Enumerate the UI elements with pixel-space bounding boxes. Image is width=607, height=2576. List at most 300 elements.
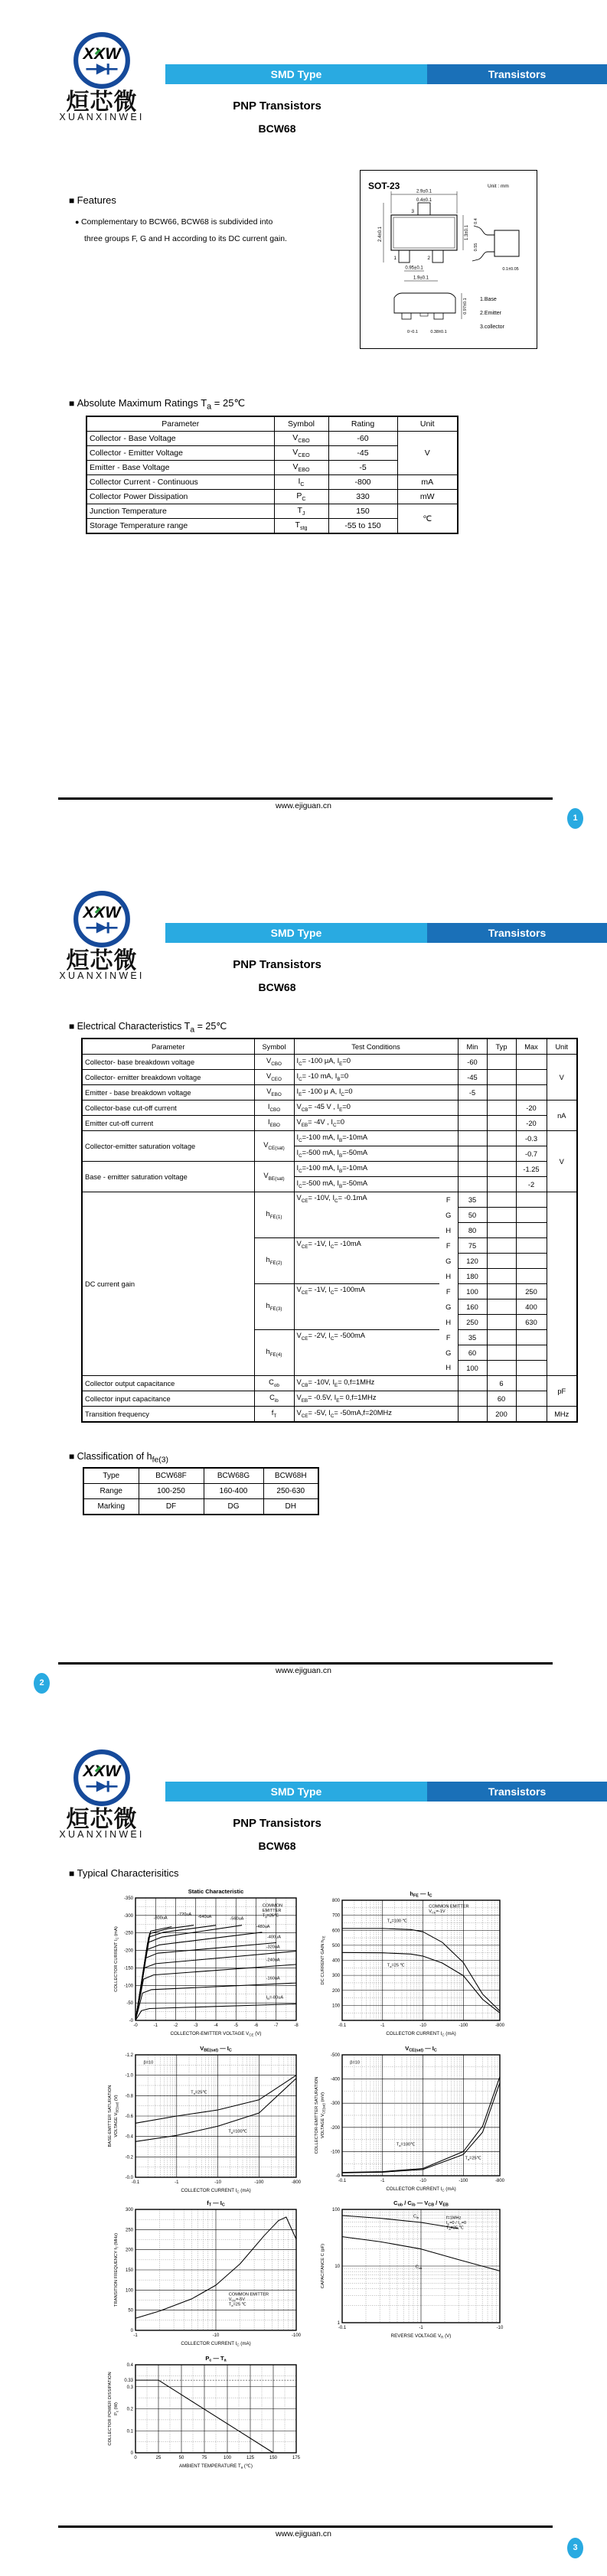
svg-text:VBE(sat) — IC: $V_{BE(sat)}$ — $I_C$ xyxy=(200,2045,232,2053)
table-cell: Collector-base cut-off current xyxy=(82,1101,254,1116)
table-cell: $P_C$ xyxy=(274,490,328,504)
chart-cap-vr xyxy=(312,2197,511,2346)
svg-text:-1: -1 xyxy=(419,2326,423,2330)
table-cell: -2 xyxy=(516,1177,547,1192)
electrical-characteristics-table xyxy=(81,1038,578,1423)
company-name-cn: 烜芯微 xyxy=(66,1807,138,1832)
svg-text:2.4±0.1: 2.4±0.1 xyxy=(378,227,383,242)
svg-text:Ta=25 ℃: $T_a=25$ ℃ xyxy=(445,2225,464,2231)
svg-text:0.2: 0.2 xyxy=(126,2407,133,2412)
svg-text:1.3±0.1: 1.3±0.1 xyxy=(465,225,469,240)
table-cell xyxy=(458,1376,487,1391)
table-cell: 330 xyxy=(328,490,397,504)
svg-text:-400: -400 xyxy=(330,2077,340,2082)
table-cell xyxy=(487,1254,516,1269)
table-cell: $V_{CEO}$ xyxy=(274,446,328,461)
table-cell: 100 xyxy=(458,1284,487,1299)
table-cell: F xyxy=(439,1330,458,1345)
table-cell: $I_C= -10$ mA, $I_B=0$ xyxy=(294,1070,458,1085)
svg-text:β=10: β=10 xyxy=(143,2060,154,2066)
table-cell: -45 xyxy=(458,1070,487,1085)
company-logo-icon xyxy=(72,889,132,949)
footer-url: www.ejiguan.cn xyxy=(276,1666,331,1675)
svg-text:0.4±0.1: 0.4±0.1 xyxy=(416,198,432,203)
table-cell: Collector Current - Continuous xyxy=(86,475,274,490)
table-cell: DF xyxy=(139,1499,204,1515)
table-cell xyxy=(458,1146,487,1162)
svg-text:0.97±0.1: 0.97±0.1 xyxy=(463,298,468,315)
table-cell: $V_{CE}= -2V$, $I_C= -500mA$ xyxy=(294,1330,439,1376)
table-cell xyxy=(516,1330,547,1345)
table-cell xyxy=(487,1315,516,1330)
feature-line: three groups F, G and H according to its DC current gain. xyxy=(84,234,287,243)
table-cell: Emitter cut-off current xyxy=(82,1116,254,1131)
table-cell: 250 xyxy=(516,1284,547,1299)
table-cell: 6 xyxy=(487,1376,516,1391)
table-cell: -0.7 xyxy=(516,1146,547,1162)
svg-text:75: 75 xyxy=(201,2456,207,2460)
svg-text:-7: -7 xyxy=(274,2023,279,2028)
package-drawing-sot23 xyxy=(360,170,537,349)
svg-text:Ta=100 ℃: $T_a=100$ ℃ xyxy=(387,1919,407,1924)
table-cell: mW xyxy=(397,490,458,504)
table-cell: $I_C=-100$ mA, $I_B=-10mA$ xyxy=(294,1131,458,1146)
column-header: Parameter xyxy=(82,1039,254,1055)
footer-rule xyxy=(58,2525,553,2528)
svg-text:COMMON EMITTER: COMMON EMITTER xyxy=(429,1904,469,1909)
table-row xyxy=(86,432,458,446)
svg-text:COLLECTOR-EMITTER SATURATION: COLLECTOR-EMITTER SATURATION xyxy=(315,2076,319,2154)
table-cell: G xyxy=(439,1208,458,1223)
table-cell xyxy=(458,1116,487,1131)
table-cell: $V_{EBO}$ xyxy=(254,1085,294,1101)
svg-text:-3: -3 xyxy=(194,2023,198,2028)
svg-text:-250: -250 xyxy=(123,1931,133,1936)
svg-text:2.Emitter: 2.Emitter xyxy=(480,311,502,316)
table-cell xyxy=(516,1208,547,1223)
svg-text:-0.6: -0.6 xyxy=(125,2115,133,2119)
svg-text:1: 1 xyxy=(337,2321,340,2326)
company-name-en: XUANXINWEI xyxy=(59,1829,145,1840)
svg-text:Static Characteristic: Static Characteristic xyxy=(188,1888,244,1895)
svg-text:0.4: 0.4 xyxy=(126,2363,133,2368)
column-header: Unit xyxy=(547,1039,577,1055)
absolute-max-ratings-title: ■ Absolute Maximum Ratings $T_a$ = 25℃ xyxy=(69,397,245,412)
table-cell: $V_{CEO}$ xyxy=(254,1070,294,1085)
table-cell: -20 xyxy=(516,1116,547,1131)
table-cell xyxy=(487,1345,516,1361)
svg-text:3.collector: 3.collector xyxy=(480,324,504,330)
company-name-en: XUANXINWEI xyxy=(59,112,145,122)
header-bar-smd-type: SMD Type xyxy=(165,1782,427,1802)
svg-text:-800uA: -800uA xyxy=(153,1916,168,1921)
footer-url: www.ejiguan.cn xyxy=(276,801,331,810)
svg-text:Ta=100℃: $T_a=100℃$ xyxy=(228,2129,247,2134)
part-number: BCW68 xyxy=(258,981,296,993)
svg-text:VCE=-1V: $V_{CE}=-1V$ xyxy=(429,1909,445,1915)
table-cell: $I_C$ xyxy=(274,475,328,490)
svg-text:-200: -200 xyxy=(123,1948,133,1954)
table-cell: F xyxy=(439,1284,458,1299)
svg-text:150: 150 xyxy=(269,2456,278,2460)
table-cell xyxy=(487,1070,516,1085)
table-cell xyxy=(487,1055,516,1070)
table-cell xyxy=(487,1299,516,1315)
footer-rule xyxy=(58,1662,553,1665)
table-cell: Emitter - Base Voltage xyxy=(86,461,274,475)
table-cell xyxy=(487,1131,516,1146)
table-cell xyxy=(487,1269,516,1284)
svg-text:-10: -10 xyxy=(214,2180,221,2185)
table-cell: $V_{CE}= -5V$, $I_C= -50mA,f=20MHz$ xyxy=(294,1407,458,1423)
table-cell: 80 xyxy=(458,1223,487,1238)
svg-text:XXW: XXW xyxy=(83,902,121,921)
svg-text:XXW: XXW xyxy=(83,1760,121,1780)
svg-text:Ta=25 ℃: $T_a=25$ ℃ xyxy=(387,1963,405,1968)
svg-text:Ta=100℃: $T_a=100℃$ xyxy=(396,2142,416,2147)
table-cell xyxy=(487,1177,516,1192)
svg-text:XXW: XXW xyxy=(83,43,121,63)
svg-text:1.9±0.1: 1.9±0.1 xyxy=(413,276,429,281)
svg-text:200: 200 xyxy=(125,2248,133,2253)
table-cell: 35 xyxy=(458,1330,487,1345)
table-cell xyxy=(458,1391,487,1407)
svg-text:DC CURRENT GAIN hFE: DC CURRENT GAIN $h_{FE}$ xyxy=(321,1935,326,1985)
table-cell: $V_{CE(sat)}$ xyxy=(254,1131,294,1162)
table-cell: $V_{CE}= -1V$, $I_C= -10mA$ xyxy=(294,1238,439,1284)
table-cell: pF xyxy=(547,1376,577,1407)
table-cell: 60 xyxy=(458,1345,487,1361)
table-cell: BCW68H xyxy=(263,1468,318,1484)
svg-text:0.3: 0.3 xyxy=(126,2385,133,2390)
svg-text:-1: -1 xyxy=(133,2333,138,2338)
table-row xyxy=(86,504,458,519)
table-cell: $V_{EB}= -0.5V$, $I_E= 0,f=1MHz$ xyxy=(294,1391,458,1407)
table-cell: $V_{CBO}$ xyxy=(274,432,328,446)
svg-text:-1: -1 xyxy=(380,2023,385,2028)
svg-text:IE=0 / IC=0: $I_E=0 / I_C=0$ xyxy=(445,2220,467,2226)
svg-text:-10: -10 xyxy=(419,2179,426,2183)
svg-text:150: 150 xyxy=(125,2268,133,2273)
table-cell xyxy=(487,1085,516,1101)
svg-text:500: 500 xyxy=(331,1943,340,1948)
table-cell xyxy=(516,1055,547,1070)
page-number-badge: 2 xyxy=(34,1673,50,1694)
table-cell: 160-400 xyxy=(204,1484,263,1499)
table-cell: H xyxy=(439,1223,458,1238)
table-cell: $I_{CBO}$ xyxy=(254,1101,294,1116)
chart-pc-ta xyxy=(105,2353,307,2476)
svg-text:COMMON EMITTER: COMMON EMITTER xyxy=(228,2292,269,2297)
table-cell: -1.25 xyxy=(516,1162,547,1177)
svg-text:Ta=25℃: $T_a=25℃$ xyxy=(465,2156,481,2162)
column-header: Symbol xyxy=(274,416,328,432)
table-cell: Junction Temperature xyxy=(86,504,274,519)
table-cell: BCW68G xyxy=(204,1468,263,1484)
svg-text:25: 25 xyxy=(155,2456,162,2460)
svg-text:AMBIENT TEMPERATURE Ta (℃): AMBIENT TEMPERATURE $T_a$ (℃) xyxy=(179,2464,253,2470)
table-cell: $I_{EBO}$ xyxy=(254,1116,294,1131)
svg-text:-100: -100 xyxy=(330,2150,340,2155)
svg-text:Ta=25 ℃: $T_a=25$ ℃ xyxy=(228,2302,246,2307)
part-number: BCW68 xyxy=(258,1840,296,1852)
table-cell: -60 xyxy=(328,432,397,446)
table-cell: $V_{CE}= -10V$, $I_C= -0.1mA$ xyxy=(294,1192,439,1238)
table-cell: G xyxy=(439,1345,458,1361)
table-cell xyxy=(458,1162,487,1177)
table-cell: -800 xyxy=(328,475,397,490)
svg-text:-1.2: -1.2 xyxy=(125,2053,133,2058)
svg-text:-100: -100 xyxy=(459,2179,468,2183)
svg-text:-100: -100 xyxy=(459,2023,468,2028)
typical-characteristics-title: ■ Typical Characterisitics xyxy=(69,1867,179,1879)
header-row xyxy=(82,1039,577,1055)
svg-text:125: 125 xyxy=(246,2456,255,2460)
table-cell: Transition frequency xyxy=(82,1407,254,1423)
table-cell xyxy=(516,1345,547,1361)
svg-text:-300: -300 xyxy=(123,1913,133,1919)
svg-text:-1.0: -1.0 xyxy=(125,2073,133,2079)
chart-ft-ic xyxy=(105,2197,307,2353)
column-header: Rating xyxy=(328,416,397,432)
svg-text:Cib: $C_{ib}$ xyxy=(413,2214,419,2220)
table-cell: $V_{CE}= -1V$, $I_C= -100mA$ xyxy=(294,1284,439,1330)
svg-text:-640uA: -640uA xyxy=(197,1915,212,1920)
table-row xyxy=(86,475,458,490)
company-name-cn: 烜芯微 xyxy=(66,90,138,115)
absolute-maximum-ratings xyxy=(86,416,459,534)
table-cell xyxy=(516,1085,547,1101)
svg-text:-4: -4 xyxy=(214,2023,218,2028)
page-number-badge: 1 xyxy=(567,808,583,829)
table-cell: $V_{EBO}$ xyxy=(274,461,328,475)
table-row xyxy=(82,1192,577,1208)
absolute-max-ratings-table xyxy=(86,416,459,534)
chart-hfe-ic xyxy=(312,1888,511,2043)
svg-text:2.9±0.1: 2.9±0.1 xyxy=(416,189,432,194)
company-logo-icon xyxy=(72,31,132,90)
table-cell: Collector Power Dissipation xyxy=(86,490,274,504)
table-row xyxy=(82,1070,577,1085)
table-cell: $V_{EB}= -4V$ , $I_C=0$ xyxy=(294,1116,458,1131)
svg-text:0.1: 0.1 xyxy=(126,2429,133,2434)
table-cell: $V_{CB}= -10V$, $I_E= 0,f=1MHz$ xyxy=(294,1376,458,1391)
svg-text:-150: -150 xyxy=(123,1966,133,1971)
table-cell: nA xyxy=(547,1101,577,1131)
table-row xyxy=(82,1085,577,1101)
svg-text:REVERSE VOLTAGE VR (V): REVERSE VOLTAGE $V_R$ (V) xyxy=(390,2333,452,2340)
table-cell: Collector-emitter saturation voltage xyxy=(82,1131,254,1162)
chart-vbesat-ic xyxy=(105,2043,307,2200)
table-cell: Collector output capacitance xyxy=(82,1376,254,1391)
svg-text:-100: -100 xyxy=(254,2180,264,2185)
svg-text:-160uA: -160uA xyxy=(266,1976,280,1981)
table-cell: MHz xyxy=(547,1407,577,1423)
svg-text:-2: -2 xyxy=(173,2023,178,2028)
table-cell xyxy=(516,1269,547,1284)
svg-text:β=10: β=10 xyxy=(350,2060,361,2066)
table-cell xyxy=(487,1361,516,1376)
svg-text:COLLECTOR CURRENT IC (mA): COLLECTOR CURRENT $I_C$ (mA) xyxy=(386,2186,456,2193)
table-cell xyxy=(516,1254,547,1269)
table-cell: G xyxy=(439,1299,458,1315)
svg-text:Ta=25℃: $T_a=25℃$ xyxy=(262,1913,279,1919)
svg-text:700: 700 xyxy=(331,1913,340,1919)
table-cell xyxy=(487,1330,516,1345)
svg-text:IB=-80uA: $I_B=-80uA$ xyxy=(266,1995,284,2001)
svg-text:VCE(sat) — IC: $V_{CE(sat)}$ — $I_C$ xyxy=(405,2045,437,2053)
table-cell: 100 xyxy=(458,1361,487,1376)
table-cell: 250 xyxy=(458,1315,487,1330)
svg-text:Cob: $C_{ob}$ xyxy=(415,2265,423,2271)
table-cell: 150 xyxy=(328,504,397,519)
part-number: BCW68 xyxy=(258,122,296,135)
svg-text:Pc — Ta: $P_c$ — $T_a$ xyxy=(205,2355,227,2363)
table-cell xyxy=(516,1192,547,1208)
svg-text:-0: -0 xyxy=(335,2174,340,2179)
table-cell: F xyxy=(439,1238,458,1254)
svg-text:175: 175 xyxy=(292,2456,301,2460)
company-logo-icon xyxy=(72,1748,132,1808)
svg-text:-1: -1 xyxy=(380,2179,385,2183)
header-row xyxy=(86,416,458,432)
table-cell xyxy=(487,1192,516,1208)
svg-text:-0: -0 xyxy=(133,2023,138,2028)
svg-text:-10: -10 xyxy=(496,2326,504,2330)
svg-text:0.4: 0.4 xyxy=(474,218,478,224)
svg-text:-800: -800 xyxy=(494,2179,505,2183)
table-cell: DC current gain xyxy=(82,1192,254,1376)
table-cell: $I_C=-500$ mA, $I_B=-50mA$ xyxy=(294,1177,458,1192)
table-cell: 100-250 xyxy=(139,1484,204,1499)
table-row xyxy=(82,1162,577,1177)
svg-text:EMITTER: EMITTER xyxy=(262,1908,282,1913)
table-row xyxy=(82,1391,577,1407)
table-cell: Emitter - base breakdown voltage xyxy=(82,1085,254,1101)
column-header: Symbol xyxy=(254,1039,294,1055)
svg-text:200: 200 xyxy=(331,1988,340,1994)
svg-text:-300: -300 xyxy=(330,2102,340,2107)
company-name-cn: 烜芯微 xyxy=(66,948,138,973)
svg-text:-0.1: -0.1 xyxy=(131,2180,140,2185)
features-title: ■ Features xyxy=(69,194,116,206)
table-cell: 200 xyxy=(487,1407,516,1423)
classification-title: ■ Classification of $h_{fe(3)}$ xyxy=(69,1451,168,1465)
svg-text:-0.1: -0.1 xyxy=(338,2179,347,2183)
svg-text:2: 2 xyxy=(427,256,430,261)
svg-text:-10: -10 xyxy=(419,2023,426,2028)
svg-text:0.55: 0.55 xyxy=(474,243,478,252)
svg-text:-240uA: -240uA xyxy=(266,1958,280,1963)
svg-text:0.1±0.05: 0.1±0.05 xyxy=(502,267,519,272)
table-cell: 180 xyxy=(458,1269,487,1284)
svg-text:0.95±0.1: 0.95±0.1 xyxy=(405,266,423,271)
svg-text:COLLECTOR CURRENT IC (mA): COLLECTOR CURRENT $I_C$ (mA) xyxy=(181,2341,251,2347)
svg-text:SOT-23: SOT-23 xyxy=(368,181,400,191)
table-cell xyxy=(516,1376,547,1391)
table-cell xyxy=(516,1223,547,1238)
table-cell xyxy=(487,1162,516,1177)
svg-text:1: 1 xyxy=(393,256,397,261)
table-cell xyxy=(487,1223,516,1238)
svg-text:f=1MHz: f=1MHz xyxy=(445,2216,462,2221)
svg-text:100: 100 xyxy=(331,2004,340,2009)
svg-text:800: 800 xyxy=(331,1899,340,1903)
svg-text:hFE — IC: $h_{FE}$ — $I_C$ xyxy=(410,1890,432,1899)
svg-text:-0.8: -0.8 xyxy=(125,2094,133,2099)
table-cell: V xyxy=(397,432,458,475)
svg-text:-720uA: -720uA xyxy=(178,1912,192,1917)
doc-subtitle: PNP Transistors xyxy=(233,1817,321,1830)
svg-text:300: 300 xyxy=(125,2208,133,2212)
svg-text:1.Base: 1.Base xyxy=(480,297,497,302)
column-header: Unit xyxy=(397,416,458,432)
header-bar-transistors: Transistors xyxy=(427,1782,607,1802)
table-cell: -5 xyxy=(328,461,397,475)
column-header: Max xyxy=(516,1039,547,1055)
company-name-en: XUANXINWEI xyxy=(59,970,145,981)
table-cell xyxy=(516,1070,547,1085)
table-cell xyxy=(458,1177,487,1192)
svg-text:-800: -800 xyxy=(291,2180,302,2185)
svg-text:250: 250 xyxy=(125,2228,133,2233)
table-cell xyxy=(487,1238,516,1254)
table-cell: BCW68F xyxy=(139,1468,204,1484)
svg-text:CAPACITANCE C (pF): CAPACITANCE C (pF) xyxy=(321,2243,325,2289)
table-cell: 35 xyxy=(458,1192,487,1208)
table-cell: Marking xyxy=(83,1499,139,1515)
table-cell: $I_C=-500$ mA, $I_B=-50mA$ xyxy=(294,1146,458,1162)
table-cell: $h_{FE(3)}$ xyxy=(254,1284,294,1330)
table-cell: -5 xyxy=(458,1085,487,1101)
column-header: Min xyxy=(458,1039,487,1055)
svg-text:-0.4: -0.4 xyxy=(125,2134,133,2140)
table-row xyxy=(82,1055,577,1070)
svg-text:COMMON: COMMON xyxy=(262,1903,283,1909)
table-cell: V xyxy=(547,1055,577,1101)
table-cell: F xyxy=(439,1192,458,1208)
svg-text:-0.1: -0.1 xyxy=(338,2023,347,2028)
table-cell: $f_T$ xyxy=(254,1407,294,1423)
table-cell: 250-630 xyxy=(263,1484,318,1499)
table-cell: Collector- emitter breakdown voltage xyxy=(82,1070,254,1085)
table-cell: $C_{ob}$ xyxy=(254,1376,294,1391)
svg-text:0: 0 xyxy=(130,2329,133,2333)
svg-text:100: 100 xyxy=(223,2456,232,2460)
footer-url: www.ejiguan.cn xyxy=(276,2529,331,2539)
chart-vcesat-ic xyxy=(312,2043,511,2199)
svg-text:COLLECTOR CURRENT IC (mA): COLLECTOR CURRENT $I_C$ (mA) xyxy=(114,1926,119,1992)
table-cell: $V_{CBO}$ xyxy=(254,1055,294,1070)
table-cell xyxy=(487,1146,516,1162)
table-cell: Type xyxy=(83,1468,139,1484)
electrical-characteristics-title: ■ Electrical Characteristics $T_a$ = 25℃ xyxy=(69,1020,227,1035)
table-cell: V xyxy=(547,1131,577,1192)
table-cell xyxy=(516,1391,547,1407)
svg-text:-10: -10 xyxy=(212,2333,220,2338)
table-cell xyxy=(547,1192,577,1376)
column-header: Test Conditions xyxy=(294,1039,458,1055)
table-cell: $T_{stg}$ xyxy=(274,519,328,534)
table-row xyxy=(82,1376,577,1391)
table-cell: $h_{FE(4)}$ xyxy=(254,1330,294,1376)
table-cell: $V_{CB}= -45$ V , $I_E=0$ xyxy=(294,1101,458,1116)
svg-text:COLLECTOR CURRENT IC (mA): COLLECTOR CURRENT $I_C$ (mA) xyxy=(386,2031,456,2037)
table-cell: -55 to 150 xyxy=(328,519,397,534)
table-cell: Range xyxy=(83,1484,139,1499)
footer-rule xyxy=(58,797,553,800)
table-cell: -20 xyxy=(516,1101,547,1116)
